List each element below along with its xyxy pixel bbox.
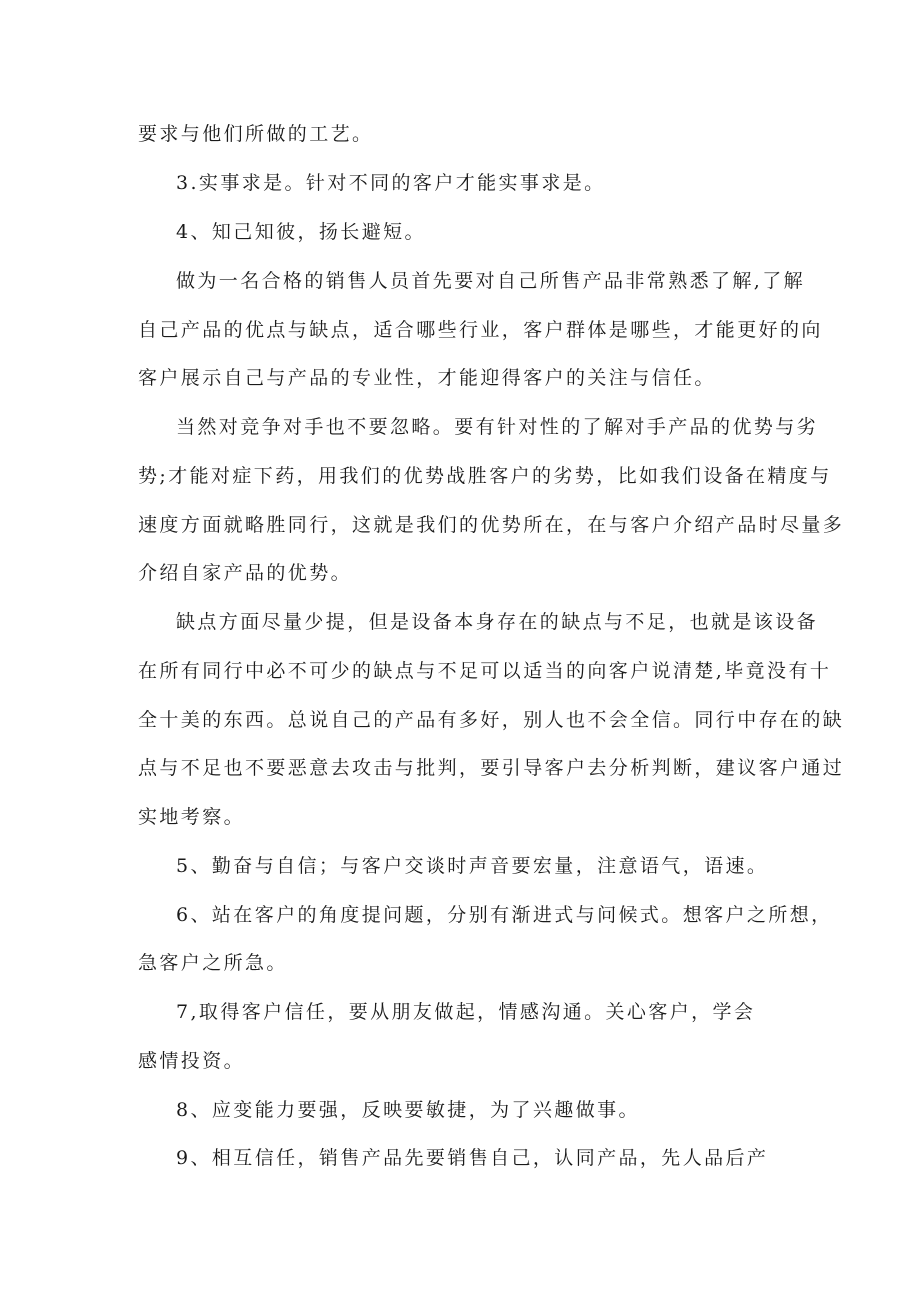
text-line: 5、勤奋与自信；与客户交谈时声音要宏量，注意语气，语速。 [176,855,769,877]
text-line: 做为一名合格的销售人员首先要对自己所售产品非常熟悉了解,了解 [176,270,806,292]
text-line: 实地考察。 [138,806,246,828]
text-line: 6、站在客户的角度提问题，分别有渐进式与问候式。想客户之所想， [176,904,833,926]
text-line: 客户展示自己与产品的专业性，才能迎得客户的关注与信任。 [138,367,716,389]
text-line: 点与不足也不要恶意去攻击与批判，要引导客户去分析判断，建议客户通过 [138,757,845,779]
text-line: 介绍自家产品的优势。 [138,562,353,584]
text-line: 势;才能对症下药，用我们的优势战胜客户的劣势，比如我们设备在精度与 [138,465,832,487]
text-line: 8、应变能力要强，反映要敏捷，为了兴趣做事。 [176,1099,640,1121]
text-line: 在所有同行中必不可少的缺点与不足可以适当的向客户说清楚,毕竟没有十 [138,660,832,682]
text-line: 要求与他们所做的工艺。 [138,123,374,145]
text-line: 自己产品的优点与缺点，适合哪些行业，客户群体是哪些，才能更好的向 [138,319,823,341]
text-line: 7,取得客户信任，要从朋友做起，情感沟通。关心客户，学会 [176,1001,756,1023]
text-line: 全十美的东西。总说自己的产品有多好，别人也不会全信。同行中存在的缺 [138,709,845,731]
text-line: 缺点方面尽量少提，但是设备本身存在的缺点与不足，也就是该设备 [176,611,819,633]
text-line: 3.实事求是。针对不同的客户才能实事求是。 [176,172,606,194]
text-line: 速度方面就略胜同行，这就是我们的优势所在，在与客户介绍产品时尽量多 [138,514,845,536]
text-line: 4、知己知彼，扬长避短。 [176,221,426,243]
text-line: 急客户之所急。 [138,952,288,974]
text-line: 当然对竞争对手也不要忽略。要有针对性的了解对手产品的优势与劣 [176,416,819,438]
text-line: 9、相互信任，销售产品先要销售自己，认同产品，先人品后产 [176,1147,769,1169]
text-line: 感情投资。 [138,1050,246,1072]
